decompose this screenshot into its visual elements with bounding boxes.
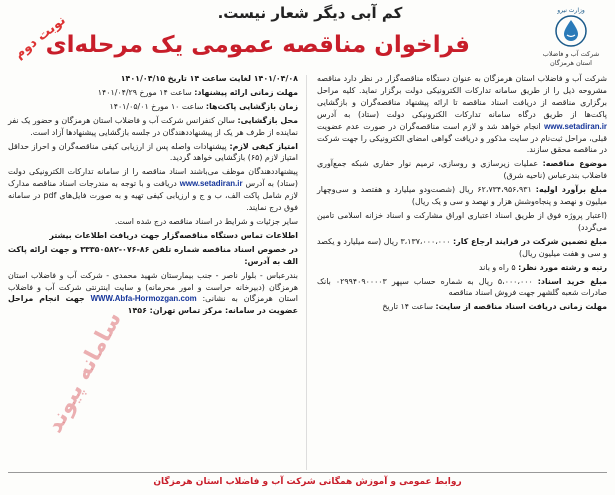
- slogan: کم آبی دیگر شعار نیست.: [217, 4, 403, 22]
- contact-heading: اطلاعات تماس دستگاه مناقصه‌گزار جهت دریافت اطلاعات بیشتر: [49, 230, 298, 240]
- submit-text: ساعت ۱۴ مورخ ۱۴۰۱/۰۴/۲۹: [97, 87, 192, 97]
- submit-label: مهلت زمانی ارائه پیشنهاد:: [194, 87, 298, 97]
- guarantee-text: ۳،۱۳۷،۰۰۰،۰۰۰ ریال (سه میلیارد و یکصد و سی و هفت میلیون ریال): [317, 236, 607, 258]
- estimate-label: مبلغ برآورد اولیه:: [535, 185, 607, 195]
- contact-text: در خصوص اسناد مناقصه شماره تلفن ۸۶-۰۷۶-۳۳۳۵۰۵۸۲ و جهت ارائه پاکت الف به آدرس:: [8, 244, 298, 266]
- subject-row: [317, 158, 607, 182]
- company-logo: [535, 6, 607, 68]
- deadline-label: مهلت زمانی دریافت اسناد مناقصه از سایت:: [435, 302, 607, 312]
- right-column: [317, 73, 607, 315]
- subject-label: موضوع مناقصه:: [542, 159, 607, 169]
- guarantee-row: [317, 236, 607, 260]
- intro-paragraph: [317, 73, 607, 156]
- deadline-row: [317, 301, 607, 313]
- estimate-text: ۶۲،۷۳۴،۹۵۶،۹۳۱ ریال (شصت‌ودو میلیارد و هفتصد و سی‌وچهار میلیون و نهصد و پنجاه‌وشش هزار و نهصد و سی و یک ریال): [317, 185, 607, 207]
- open-label: زمان بازگشایی پاکت‌ها:: [205, 101, 298, 111]
- open-row: [8, 101, 298, 113]
- place-row: [8, 115, 298, 139]
- page-title: فراخوان مناقصه عمومی یک مرحله‌ای: [45, 32, 470, 58]
- quality-label: امتیاز کیفی لازم:: [229, 141, 298, 151]
- intro-tail: انجام خواهد شد و لازم است مناقصه‌گران در صورت عدم عضویت قبلی، مراحل ثبت‌نام در سایت مذکور و دریافت گواهی امضای الکترونیکی را جهت شرکت در مناقصه محقق سازند.: [317, 121, 607, 155]
- footer: روابط عمومی و آموزش همگانی شرکت آب و فاضلاب استان هرمزگان: [8, 472, 607, 491]
- edition-badge: نوبت دوم: [11, 12, 69, 63]
- open-text: ساعت ۱۰ مورخ ۱۴۰۱/۰۵/۰۱: [109, 101, 204, 111]
- rank-row: [317, 262, 607, 274]
- ministry-label: وزارت نیرو: [557, 7, 585, 14]
- place-text: سالن کنفرانس شرکت آب و فاضلاب استان هرمزگان و حضور یک نفر نماینده از طرف هر یک از پیشنهاددهندگان در جلسه بازگشایی پیشنهادها آزاد است.: [8, 115, 298, 137]
- credit-note: (اعتبار پروژه فوق از طریق اسناد اعتباری اوراق مشارکت و اسناد خزانه اسلامی تامین می‌گردد): [317, 210, 607, 232]
- docs-tail: دریافت و با توجه به مندرجات اسناد مناقصه مدارک لازم شامل پاکت الف، ب و ج و ارزیابی کیفی تهیه و به صورت فایل‌های pdf در سامانه فوق درج نمایند.: [8, 179, 299, 213]
- price-text: ۵،۰۰۰،۰۰۰ ریال به شماره حساب سپهر ۰۲۹۹۴۰۹۰۰۰۰۳ بانک صادرات شعبه گلشهر جهت فروش اسناد مناقصه: [317, 276, 607, 298]
- company-website-link[interactable]: WWW.Abfa-Hormozgan.com: [90, 294, 197, 304]
- submit-row: [8, 87, 298, 99]
- other-note: سایر جزئیات و شرایط در اسناد مناقصه درج شده است.: [114, 216, 298, 226]
- address-row: [8, 270, 298, 318]
- rank-text: ۵ راه و باند: [478, 262, 516, 272]
- date-range: ۱۴۰۱/۰۴/۰۸ لغایت ساعت ۱۴ تاریخ ۱۴۰۱/۰۴/۱۵: [120, 74, 298, 83]
- setad-link[interactable]: www.setadiran.ir: [544, 121, 608, 131]
- price-row: [317, 276, 607, 300]
- column-divider: [306, 75, 307, 470]
- quality-row: [8, 141, 298, 165]
- water-drop-icon: [554, 14, 588, 48]
- company-name: شرکت آب و فاضلاب استان هرمزگان: [542, 50, 600, 67]
- address-text: بندرعباس - بلوار ناصر - جنب بیمارستان شهید محمدی - شرکت آب و فاضلاب استان هرمزگان (دبیرخانه حراست و امور محرمانه) و سایت اینترنتی شرکت آب و فاضلاب استان هرمزگان به نشانی:: [8, 270, 298, 304]
- guarantee-label: مبلغ تضمین شرکت در فرایند ارجاع کار:: [453, 236, 607, 246]
- left-column: [8, 73, 298, 319]
- docs-row: [8, 166, 298, 214]
- deadline-text: ساعت ۱۴ تاریخ: [382, 302, 434, 312]
- watermark-stamp: سامانه پیوند: [42, 307, 127, 438]
- subject-text: عملیات زیرسازی و روسازی، ترمیم نوار حفاری شبکه جمع‌آوری فاضلاب بندرعباس (ناحیه شرق): [317, 159, 607, 181]
- setad-link-2[interactable]: www.setadiran.ir: [179, 179, 243, 189]
- docs-text: پیشنهاددهندگان موظف می‌باشند اسناد مناقصه را از سامانه تدارکات الکترونیکی دولت (ستاد) به آدرس: [8, 167, 298, 189]
- price-label: مبلغ خرید اسناد:: [537, 276, 608, 286]
- estimate-row: [317, 184, 607, 208]
- rank-label: رتبه و رشته مورد نظر:: [518, 262, 607, 272]
- site-tail: جهت انجام مراحل عضویت در سامانه: مرکز تماس تهران: ۱۴۵۶: [8, 294, 298, 316]
- quality-text: پیشنهادات واصله پس از ارزیابی کیفی مناقصه‌گران و احراز حداقل امتیاز لازم (۶۵) بازگشایی خواهد گردید.: [8, 141, 298, 163]
- intro-text: شرکت آب و فاضلاب استان هرمزگان به عنوان دستگاه مناقصه‌گزار در نظر دارد مناقصه مشروحه ذیل را از طریق سامانه تدارکات الکترونیکی دولت برگزار نماید. کلیه مراحل برگزاری مناقصه از دریافت اسناد مناقصه تا ارائه پیشنهاد مناقصه‌گران و بازگشایی پاکت‌ها از طریق درگاه سامانه تدارکات الکترونیکی دولت (ستاد) به آدرس: [317, 74, 607, 119]
- place-label: محل بازگشایی:: [237, 115, 299, 125]
